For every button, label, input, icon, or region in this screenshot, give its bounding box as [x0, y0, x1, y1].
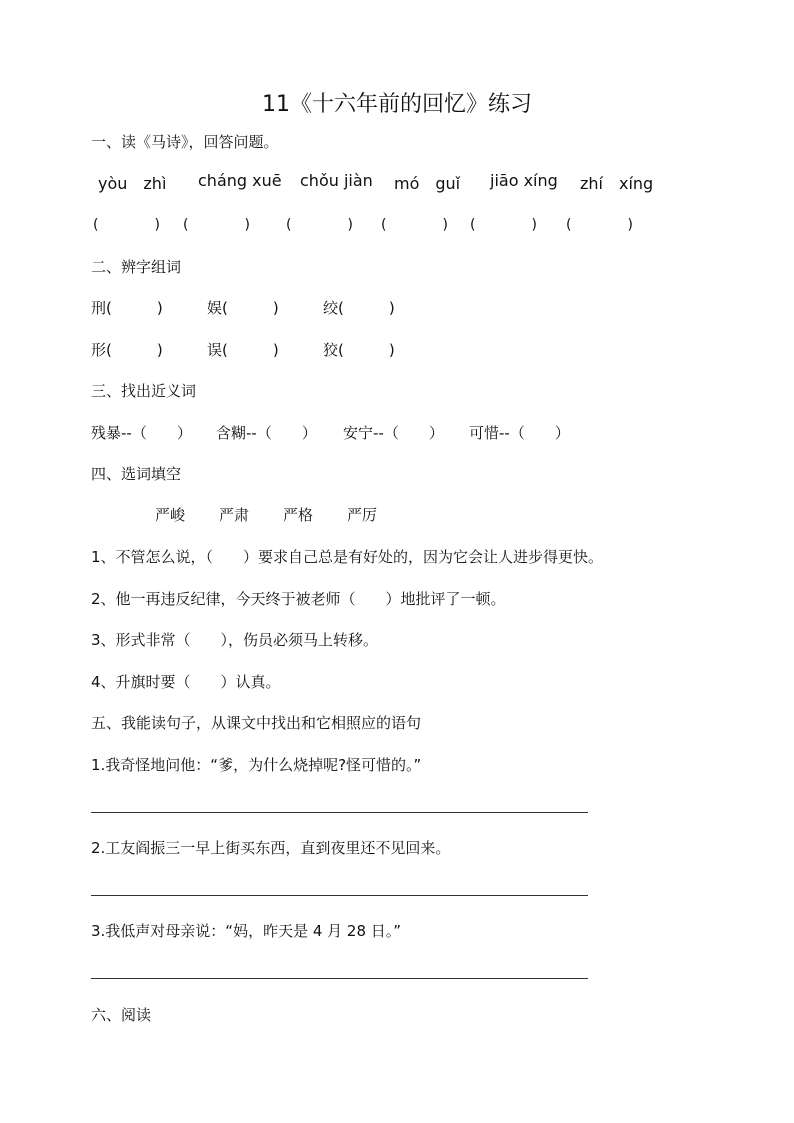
- section-3-heading: 三、找出近义词: [91, 382, 197, 400]
- pinyin-2: cháng xuē: [198, 171, 282, 190]
- answer-blank-6[interactable]: ( ): [566, 217, 633, 233]
- answer-line-3[interactable]: [91, 978, 588, 979]
- pinyin-6: zhí xíng: [580, 174, 654, 193]
- sentence-question-2: 2.工友阎振三一早上街买东西，直到夜里还不见回来。: [91, 839, 451, 857]
- fill-question-2[interactable]: 2、他一再违反纪律，今天终于被老师（ ）地批评了一顿。: [91, 590, 506, 608]
- synonym-item[interactable]: 残暴--（ ）: [91, 424, 192, 442]
- pinyin-4: mó guǐ: [394, 174, 461, 193]
- section-1-heading: 一、读《马诗》，回答问题。: [91, 133, 279, 151]
- synonym-item[interactable]: 可惜--（ ）: [469, 424, 570, 442]
- char-item[interactable]: 娱( ): [207, 299, 279, 317]
- fill-question-4[interactable]: 4、升旗时要（ ）认真。: [91, 673, 281, 691]
- char-item[interactable]: 形( ): [91, 341, 163, 359]
- char-item[interactable]: 狡( ): [323, 341, 395, 359]
- answer-blank-1[interactable]: ( ): [93, 217, 160, 233]
- section-6-heading: 六、阅读: [91, 1006, 152, 1024]
- pinyin-1: yòu zhì: [98, 174, 167, 193]
- char-item[interactable]: 误( ): [207, 341, 279, 359]
- section-5-heading: 五、我能读句子，从课文中找出和它相照应的语句: [91, 714, 422, 732]
- answer-line-1[interactable]: [91, 812, 588, 813]
- fill-question-3[interactable]: 3、形式非常（ ），伤员必须马上转移。: [91, 631, 379, 649]
- section-4-heading: 四、选词填空: [91, 465, 182, 483]
- pinyin-5: jiāo xíng: [490, 171, 558, 190]
- word-bank-item: 严格: [283, 506, 314, 524]
- word-bank-item: 严峻: [155, 506, 186, 524]
- synonym-item[interactable]: 含糊--（ ）: [216, 424, 317, 442]
- word-bank-item: 严肃: [219, 506, 250, 524]
- pinyin-3: chǒu jiàn: [300, 171, 373, 190]
- answer-line-2[interactable]: [91, 895, 588, 896]
- answer-blank-3[interactable]: ( ): [286, 217, 353, 233]
- page-title: 11《十六年前的回忆》练习: [262, 92, 532, 117]
- section-2-heading: 二、辨字组词: [91, 258, 182, 276]
- sentence-question-1: 1.我奇怪地问他：“爹，为什么烧掉呢?怪可惜的。”: [91, 756, 422, 774]
- sentence-question-3: 3.我低声对母亲说：“妈，昨天是 4 月 28 日。”: [91, 922, 402, 940]
- answer-blank-4[interactable]: ( ): [381, 217, 448, 233]
- answer-blank-2[interactable]: ( ): [183, 217, 250, 233]
- fill-question-1[interactable]: 1、不管怎么说，（ ）要求自己总是有好处的，因为它会让人进步得更快。: [91, 548, 604, 566]
- word-bank-item: 严厉: [347, 506, 378, 524]
- char-item[interactable]: 刑( ): [91, 299, 163, 317]
- answer-blank-5[interactable]: ( ): [470, 217, 537, 233]
- synonym-item[interactable]: 安宁--（ ）: [343, 424, 444, 442]
- char-item[interactable]: 绞( ): [323, 299, 395, 317]
